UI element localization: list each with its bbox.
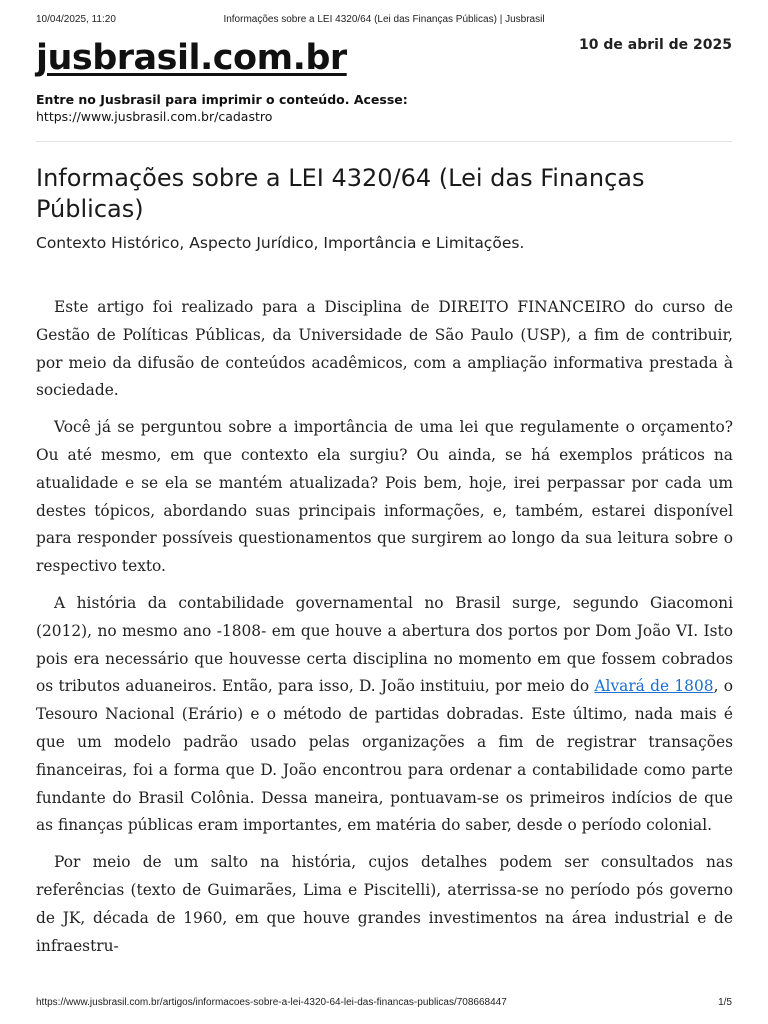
paragraph xyxy=(36,590,733,840)
alvara-1808-link[interactable]: Alvará de 1808 xyxy=(594,677,714,696)
article-body xyxy=(36,294,733,969)
paragraph: Por meio de um salto na história, cujos detalhes podem ser consultados nas referências (texto de Guimarães, Lima e Piscitelli), aterrissa-se no período pós governo de JK, década de 1960, em que houve grandes investimentos na área industrial e de infraestru- xyxy=(36,853,733,955)
paragraph: Este artigo foi realizado para a Disciplina de DIREITO FINANCEIRO do curso de Gestão de Políticas Públicas, da Universidade de São Paulo (USP), a fim de contribuir, por meio da difusão de conteúdos acadêmicos, com a ampliação informativa prestada à sociedade. xyxy=(36,298,733,400)
print-notice-text: Entre no Jusbrasil para imprimir o conteúdo. Acesse: xyxy=(36,92,408,107)
site-logo[interactable]: jusbrasil.com.br xyxy=(36,38,347,78)
register-link[interactable]: https://www.jusbrasil.com.br/cadastro xyxy=(36,109,273,124)
print-footer-url: https://www.jusbrasil.com.br/artigos/informacoes-sobre-a-lei-4320-64-lei-das-financas-publicas/708668447 xyxy=(36,997,507,1008)
article-subtitle: Contexto Histórico, Aspecto Jurídico, Importância e Limitações. xyxy=(36,234,525,252)
print-notice xyxy=(36,91,486,125)
print-datetime: 10/04/2025, 11:20 xyxy=(36,14,116,25)
publication-date: 10 de abril de 2025 xyxy=(579,37,732,53)
print-page-title: Informações sobre a LEI 4320/64 (Lei das Finanças Públicas) | Jusbrasil xyxy=(223,14,545,25)
header-divider xyxy=(36,141,732,142)
paragraph-text: A história da contabilidade governamental no Brasil surge, segundo Giacomoni (2012), no mesmo ano -1808- em que houve a abertura dos portos por Dom João VI. Isto pois era necessário que houvesse certa disciplina no momento em que fossem cobrados os tributos aduaneiros. Então, para isso, D. João instituiu, por meio do xyxy=(36,593,733,696)
paragraph-text: , o Tesouro Nacional (Erário) e o método de partidas dobradas. Este último, nada mais é que um modelo padrão usado pelas organizações a fim de registrar transações financeiras, foi a forma que D. João encontrou para ordenar a contabilidade como parte fundante do Brasil Colônia. Dessa maneira, pontuavam-se os primeiros indícios de que as finanças públicas eram importantes, em matéria do saber, desde o período colonial. xyxy=(36,677,734,835)
paragraph: Você já se perguntou sobre a importância de uma lei que regulamente o orçamento? Ou até mesmo, em que contexto ela surgiu? Ou ainda, se há exemplos práticos na atualidade e se ela se mantém atualizada? Pois bem, hoje, irei perpassar por cada um destes tópicos, abordando suas principais informações, e, também, estarei disponível para responder possíveis questionamentos que surgirem ao longo da sua leitura sobre o respectivo texto. xyxy=(36,418,733,576)
page-number: 1/5 xyxy=(718,997,732,1008)
article-title: Informações sobre a LEI 4320/64 (Lei das Finanças Públicas) xyxy=(36,164,645,223)
